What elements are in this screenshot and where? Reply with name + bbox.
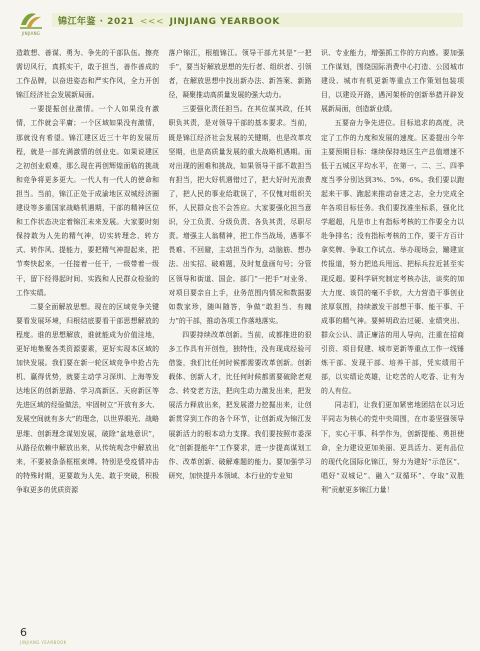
paragraph: 同志们，让我们更加紧密地团结在以习近平同志为核心的党中央周围，在市委坚强领导下，实心干事、科学作为，创新提能、勇担使命，全力建设更加美丽、更具活力、更有品位的现代化国际化锦江，努力为建好“示范区”、唱好“双城记”、融入“双循环”、夺取“双胜利”贡献更多锦江力量！ <box>321 401 464 494</box>
article-body <box>16 46 464 611</box>
paragraph: 一要提振创业激情。一个人如果没有激情，工作就会平庸；一个区域如果没有激情，那就没有希望。锦江建区近三十年的发展历程，就是一部充满激情的创业史。如果说建区之初创业艰难，那么现在再创辉煌面临的挑战和竞争将更多更大。一代人有一代人的使命和担当。当前，锦江正处于成渝地区双城经济圈建设等多重国家战略机遇期，干部的精神区位和工作状态决定着锦江未来发展。大家要时刻保持敢为人先的精气神，切实转理念、转方式、转作风、提能力，要把精气神提起来，把节奏快起来，一任接着一任干，一级带着一级干，留下经得起时间、实践和人民群众检验的工作实绩。 <box>16 105 159 297</box>
page-header <box>0 0 480 40</box>
yearbook-english-title: JINJIANG YEARBOOK <box>169 17 280 27</box>
paragraph: 三要强化责任担当。在其位谋其政，任其职负其责，是对领导干部的基本要求。当前，既是锦江经济社会发展的关键期，也是改革攻坚期，也是高质量发展的重大战略机遇期。面对出现的困难和挑战，如果领导干部不敢担当有担当，把大好机遇错过了，把大好时光浪费了，把人民的事业给耽误了，不仅愧对组织关怀，人民群众也不会答应。大家要强化担当意识，分工负责、分级负责、各负其责，尽职尽责。增强主人翁精神，把工作当战场，遇事不畏难、不回避，主动担当作为，动脑筋、想办法、出实招、破难题，及时复盘画句号；分管区领导和街道、国企、部门“一把手”对业务、对项目要亲自上手，业务范围内情况和数据要如数家珍，随叫随答，争做“敢担当、有魄力”的干部，推动各项工作落地落实。 <box>168 105 312 325</box>
footer-caption: JINJIANG YEARBOOK <box>20 640 67 645</box>
jinjiang-logo-icon <box>18 9 44 31</box>
running-header <box>58 14 280 27</box>
text-column-2 <box>169 46 312 611</box>
header-separator: <<< <box>139 17 165 27</box>
paragraph: 二要全面解放思想。现在的区域竞争关键要看发展环境，归根结底要看干部思想解放的程度。谁的思想解放，谁就能成为价值洼地，更好地集聚各类资源要素，更好实现本区域的加快发展。我们要在新一轮区域竞争中抢占先机、赢得优势，就要主动学习深圳、上海等发达地区的创新思路、学习高新区、天府新区等先进区域的经验做法，牢固树立“开放有多大、发展空间就有多大”的理念，以世界眼光、战略思维、创新理念谋划发展，破除“盆地意识”，从路径依赖中解放出来，从传统观念中解放出来，不要被条条框框束缚。特别是受疫情冲击的特殊时期，更要敢为人先、敢于突破，积极争取更多的优质资源 <box>16 302 159 494</box>
paragraph: 识、专业能力，增强抓工作的方向感。要加强工作谋划，围绕国际消费中心打造、公园城市建设、城市有机更新等重点工作策划包装项目，以建设开路，遇河架桥的创新举措开辟发展新局面，创造新业绩。 <box>321 49 464 114</box>
text-column-3 <box>321 46 464 611</box>
page-number: 6 <box>20 626 27 639</box>
paragraph: 造敢想、善谋、勇为、争先的干部队伍。擦亮需切风行，真抓实干，敢于担当，善作善成的工作品牌，以奋进姿态和严实作风，全力开创锦江经济社会发展新局面。 <box>16 49 159 100</box>
paragraph: 五要奋力争先进位。目标追求的高度，决定了工作的力度和发展的速度。区委提出今年主要预期目标：继续保持地区生产总值增速不低于五城区平均水平，在第一、二、三、四季度当季分别达到3%、5%、6%。我们要以跑起来干事、跑起来推动奋进之志，全力完成全年各项目标任务。我们要找准坐标系，强化比学超超，凡是市上有指标考核的工作要全力以赴争排名；没有指标考核的工作，要干方百计拿奖牌、争取工作试点、举办现场会，蹦建宣传报道，努力把追兵甩远、把标兵拉近甚至实现反超。要科学研究制定考核办法，谈奖的加大力度、该罚的毫不手软，大力营造干事创业浓厚氛围，持续激发干部想干事、能干事、干成事的精气神。要鲜明政治过硬、业绩突出、群众公认、清正廉洁的用人导向，注重在招商引资、项目促建、城市更新等重点工作一线锤炼干部、发现干部、培养干部，凭实绩用干部，以实绩论英雄，让吃苦的人吃香、让有为的人有位。 <box>321 119 464 396</box>
text-column-1 <box>16 46 159 611</box>
paragraph: 落户锦江，根植锦江。领导干部尤其是“一把手”，要当好解放思想的先行者、组织者、引领者，在解放思想中找出新办法、新答案、新路径，凝聚推动高质量发展的强大动力。 <box>168 49 312 100</box>
logo-caption: JINJIANG <box>21 31 41 36</box>
paragraph: 四要持续改革创新。当前，成都推进的很多工作具有开创性，独特性，没有现成经验可借鉴，我们比任何时候都需要改革创新。创新载体、创新人才，比任何时候都需要破除老观念、转变老方法，把向生动力激发出来，把发展活力释放出来，把发展潜力挖掘出来，让创新贯穿到工作的各个环节，让创新成为锦江发展新活力的根本动力支撑。我们要按照市委深化“创新提能年”工作要求，进一步提高谋划工作、改革创新、破解难题的能力。要加强学习研究，加快提升本领域、本行业的专业知 <box>168 330 312 480</box>
yearbook-title: 锦江年鉴 · 2021 <box>58 17 135 27</box>
